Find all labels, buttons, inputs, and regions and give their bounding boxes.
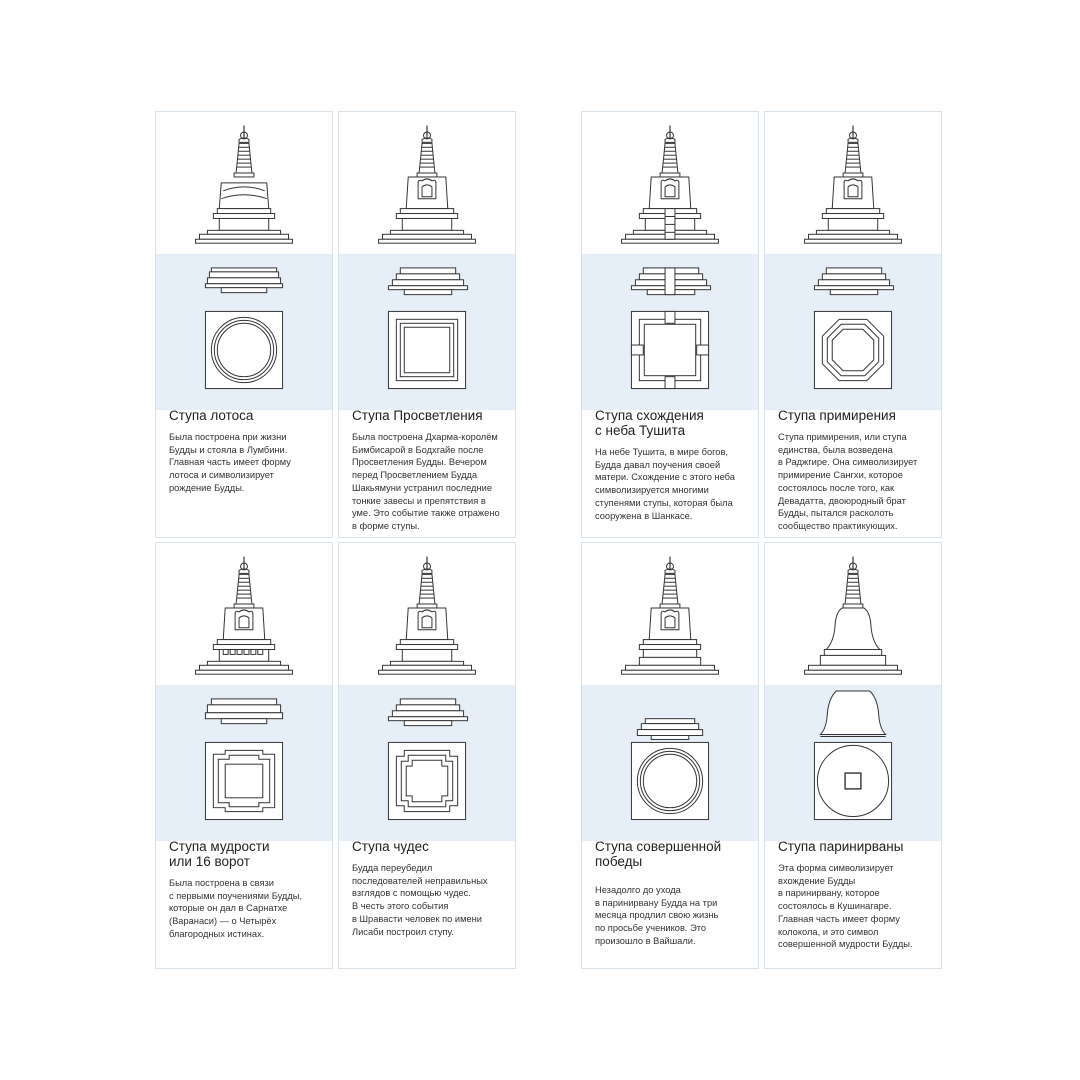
stupa-card-miracles [338,542,516,969]
card-description: Была построена при жизни Будды и стояла в Лумбини. Главная часть имеет форму лотоса и символизирует рождение Будды. [169,432,291,493]
lotus-stupa-drawing [156,112,332,410]
stupa-card-enlightenment [338,111,516,538]
card-description: Будда переубедил последователей неправильных взглядов с помощью чудес. В честь этого события в Шравасти человек по имени Лисаби построил ступу. [352,863,488,937]
card-title: Ступа схождения с неба Тушита [595,408,704,438]
miracles-stupa-drawing [339,543,515,841]
card-title: Ступа совершенной победы [595,839,722,869]
parinirvana-stupa-drawing [765,543,941,841]
tushita-stupa-drawing [582,112,758,410]
stupa-card-lotus [155,111,333,538]
card-title: Ступа мудрости или 16 ворот [169,839,270,869]
stupa-card-parinirvana [764,542,942,969]
card-title: Ступа Просветления [352,408,483,423]
card-description: Незадолго до ухода в паринирвану Будда на три месяца продлил свою жизнь по просьбе учеников. Это произошло в Вайшали. [595,885,719,946]
card-description: Ступа примирения, или ступа единства, была возведена в Раджгире. Она символизирует примирение Сангхи, которое состоялось после того, как Девадатта, двоюродный брат Будды, пытался расколоть сообщество практикующих. [778,432,918,531]
stupa-card-victory [581,542,759,969]
card-title: Ступа лотоса [169,408,254,423]
card-description: Была построена в связи с первыми поучениями Будды, которые он дал в Сарнатхе (Варанаси) — о Четырёх благородных истинах. [169,878,303,939]
stupa-card-reconciliation [764,111,942,538]
card-title: Ступа примирения [778,408,896,423]
stupa-card-tushita-descent [581,111,759,538]
reconciliation-stupa-drawing [765,112,941,410]
stupa-card-wisdom [155,542,333,969]
wisdom-stupa-drawing [156,543,332,841]
card-title: Ступа чудес [352,839,429,854]
enlightenment-stupa-drawing [339,112,515,410]
victory-stupa-drawing [582,543,758,841]
card-description: Эта форма символизирует вхождение Будды в паринирвану, которое состоялось в Кушинагаре. Главная часть имеет форму колокола, и это символ совершенной мудрости Будды. [778,863,913,950]
card-description: На небе Тушита, в мире богов, Будда давал поучения своей матери. Схождение с этого неба символизируется многими ступенями ступы, которая была сооружена в Шанкасе. [595,447,735,521]
card-title: Ступа паринирваны [778,839,904,854]
card-description: Была построена Дхарма-королём Бимбисарой в Бодхгайе после Просветления Будды. Вечером перед Просветлением Будда Шакьямуни устранил последние тонкие завесы и препятствия в уме. Это событие также отражено в форме ступы. [352,432,500,531]
